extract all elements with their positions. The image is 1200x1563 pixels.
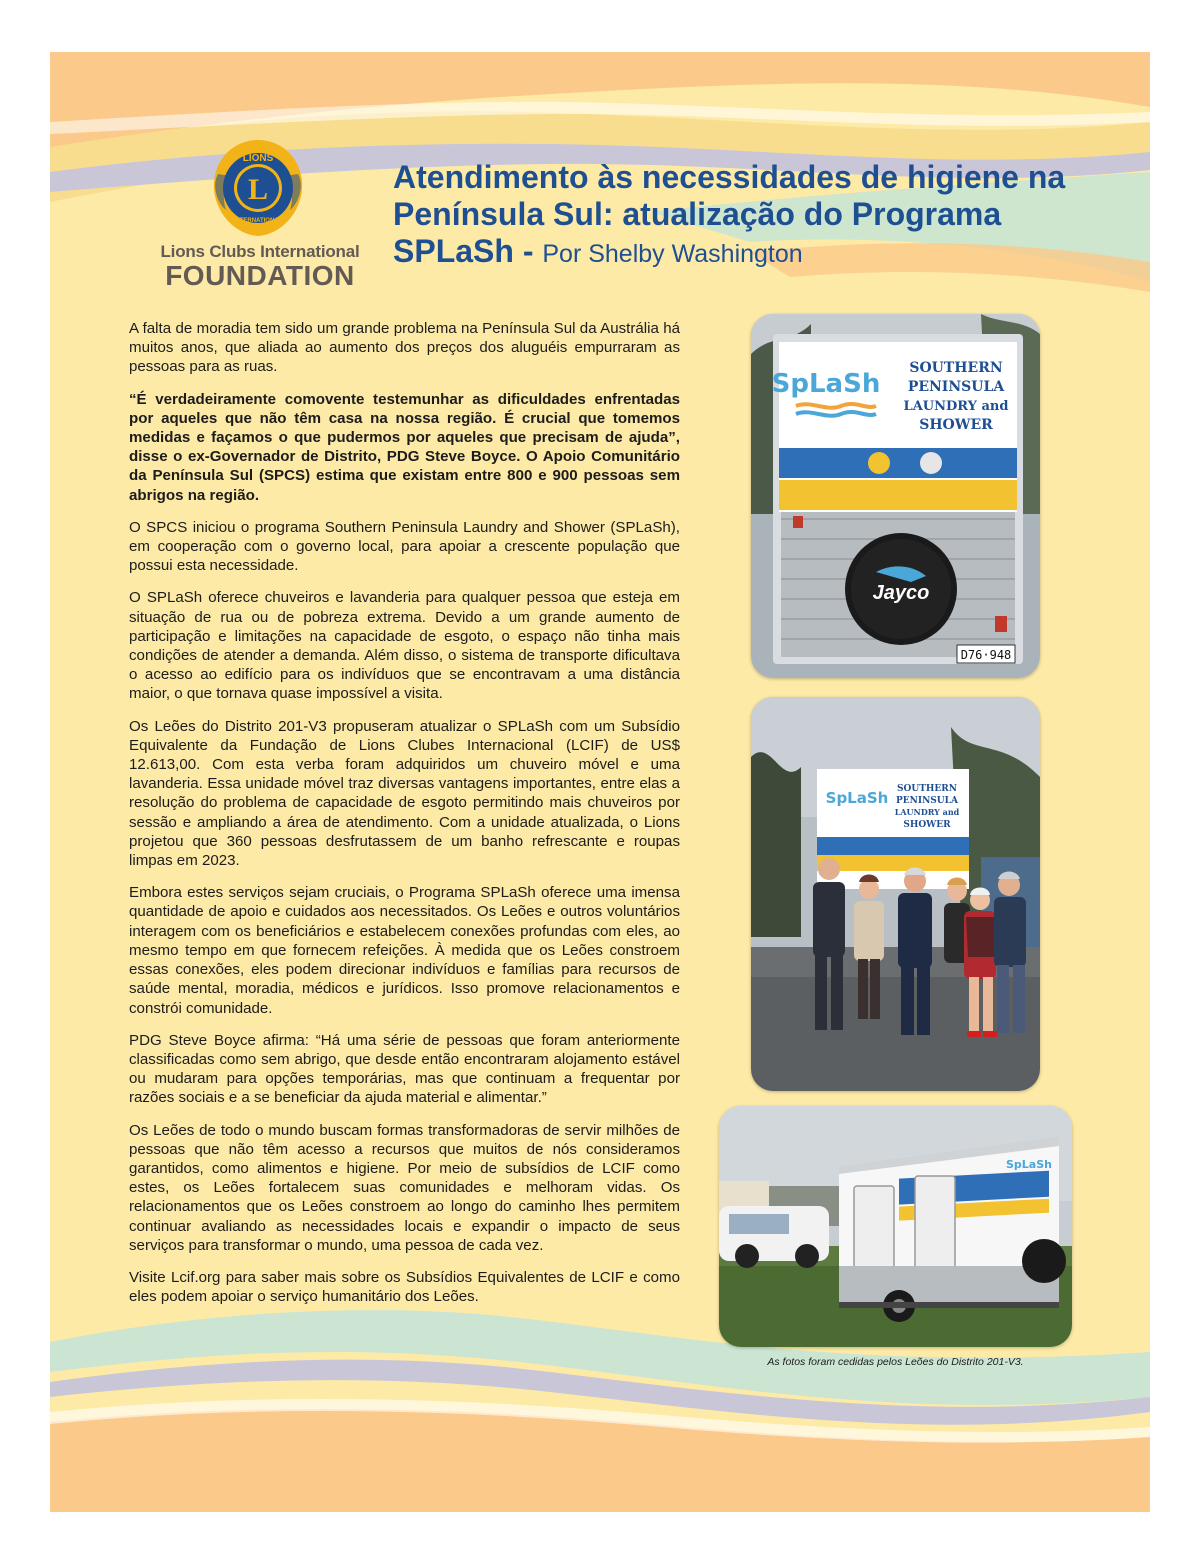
lcif-logo xyxy=(160,136,360,296)
group-sign-line-1: SOUTHERN xyxy=(897,784,957,794)
sign-line-4: SHOWER xyxy=(919,417,993,433)
paragraph: Os Leões de todo o mundo buscam formas transformadoras de servir milhões de pessoas que não têm acesso a recursos que muitos de nós consideramos garantidos, como alimentos e higiene. Por meio de subsídios de LCIF como estes, os Leões fortalecem suas comunidades e melhoram vidas. Os relacionamentos que os Leões constroem ao longo do caminho lhes permitem continuar avaliando as necessidades locais e expandir o impacto de seus serviços para transformar o mundo, uma pessoa de cada vez. xyxy=(129,1121,680,1254)
group-sign-line-3: LAUNDRY and xyxy=(894,807,960,817)
splash-logo-text: SpLaSh xyxy=(771,369,881,399)
title-text: Atendimento às necessidades de higiene na Península Sul: atualização do Programa SPLaSh - xyxy=(393,159,1066,269)
document-page xyxy=(50,52,1150,1512)
photo-trailer-sign xyxy=(751,314,1040,678)
seal-top-text: LIONS xyxy=(242,153,274,164)
article-title xyxy=(393,159,1093,273)
paragraph: A falta de moradia tem sido um grande problema na Península Sul da Austrália há muitos anos, que aliada ao aumento dos preços dos aluguéis empurraram as pessoas para as ruas. xyxy=(129,320,680,376)
paragraph: Os Leões do Distrito 201-V3 propuseram atualizar o SPLaSh com um Subsídio Equivalente da Fundação de Lions Clubes Internacional (LCIF) de US$ 12.613,00. Com esta verba foram adquiridos um chuveiro móvel e uma lavanderia. Essa unidade móvel traz diversas vantagens importantes, entre elas a resolução do problema de capacidade de esgoto permitindo mais chuveiros por sessão e ampliando a área de atendimento. Com a unidade atualizada, o Lions projetou que 360 pessoas desfrutassem de um banho refrescante e roupas limpas em 2023. xyxy=(129,717,680,870)
seal-letter: L xyxy=(247,173,269,206)
trailer-splash-logo: SpLaSh xyxy=(1006,1158,1052,1171)
seal-bottom-text: INTERNATIONAL xyxy=(233,218,283,224)
paragraph: O SPCS iniciou o programa Southern Peninsula Laundry and Shower (SPLaSh), em cooperação com o governo local, para apoiar a crescente população que possui esta necessidade. xyxy=(129,518,680,575)
paragraph: O SPLaSh oferece chuveiros e lavanderia para qualquer pessoa que esteja em situação de rua ou de pobreza extrema. Devido a um grande aumento de participação e limitações na capacidade de esgoto, o espaço não tinha mais condições de atender a demanda. Além disso, o sistema de transporte dificultava o acesso ao edifício para os indivíduos que se encontravam a uma distância maior, o que tornava quase impossível a visita. xyxy=(129,589,680,703)
photo-caption: As fotos foram cedidas pelos Leões do Distrito 201-V3. xyxy=(767,1356,1024,1368)
paragraph: Visite Lcif.org para saber mais sobre os Subsídios Equivalentes de LCIF e como eles podem apoiar o serviço humanitário dos Leões. xyxy=(129,1268,680,1306)
tyre-brand-text: Jayco xyxy=(872,582,930,604)
logo-line1: Lions Clubs International xyxy=(160,242,360,261)
plate-text: D76·948 xyxy=(960,648,1012,662)
photo-trailer-side xyxy=(719,1106,1072,1347)
group-sign-line-4: SHOWER xyxy=(903,820,951,830)
paragraph: PDG Steve Boyce afirma: “Há uma série de pessoas que foram anteriormente classificadas como sem abrigo, que desde então encontraram alojamento estável ou mudaram para opções temporárias, mas que continuam a frequentar por razões sociais e a se beneficiar da ajuda material e alimentar.” xyxy=(129,1031,680,1107)
sign-line-2: PENINSULA xyxy=(907,379,1005,395)
lions-emblem-icon xyxy=(206,136,310,240)
byline: Por Shelby Washington xyxy=(542,240,803,268)
paragraph: Embora estes serviços sejam cruciais, o Programa SPLaSh oferece uma imensa quantidade de apoio e cuidados aos necessitados. Os Leões e outros voluntários interagem com os beneficiários e estabelecem conexões profundas com eles, ao mesmo tempo em que fornecem refeições. À medida que os Leões constroem essas conexões, eles podem direcionar indivíduos e famílias para recursos de saúde mental, moradia, médicos e jurídicos. Isso promove relacionamentos e constrói comunidade. xyxy=(129,884,680,1017)
quote-paragraph: “É verdadeiramente comovente testemunhar as dificuldades enfrentadas por aqueles que não têm casa na nossa região. É crucial que tomemos medidas e façamos o que pudermos por aqueles que precisam de ajuda”, disse o ex-Governador de Distrito, PDG Steve Boyce. O Apoio Comunitário da Península Sul (SPCS) estima que existam entre 800 e 900 pessoas sem abrigos na região. xyxy=(129,390,680,504)
sign-line-1: SOUTHERN xyxy=(909,360,1003,376)
group-sign-line-2: PENINSULA xyxy=(896,796,958,806)
photo-group xyxy=(751,697,1040,1091)
logo-line2: FOUNDATION xyxy=(165,260,355,291)
sign-line-3: LAUNDRY and xyxy=(903,399,1009,414)
splash-logo-text-small: SpLaSh xyxy=(825,789,889,807)
article-body xyxy=(129,319,680,1319)
